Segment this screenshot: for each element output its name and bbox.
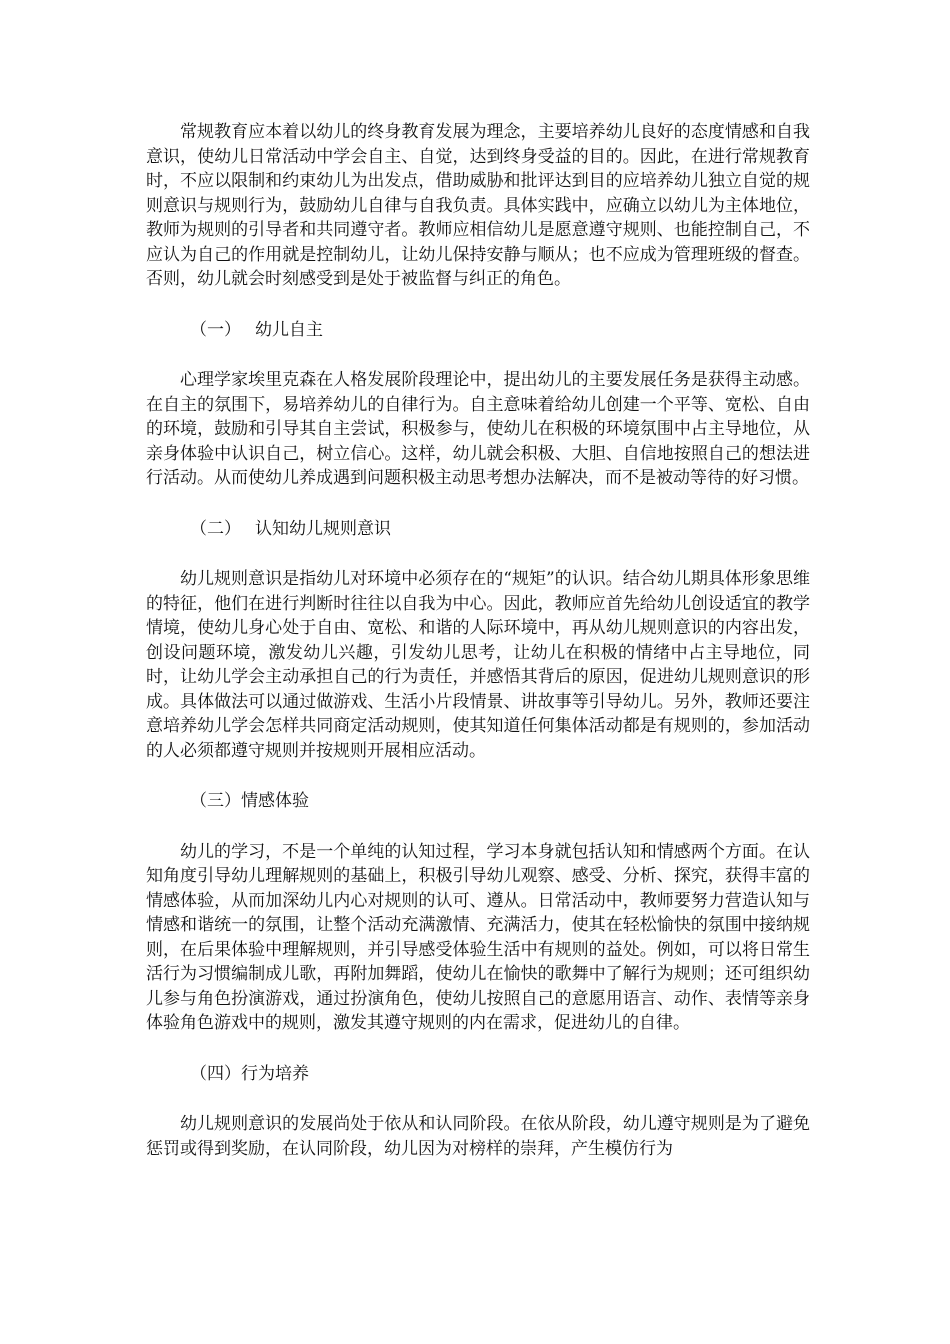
section-number: （三） [190,791,241,811]
section-heading-1 [146,318,810,343]
section-number: （二） [190,518,241,539]
section-number: （一） [190,319,241,340]
document-body [146,120,810,1187]
section-title: 幼儿自主 [255,319,323,340]
section-number: （四） [190,1063,241,1084]
section-heading-2 [146,517,810,542]
intro-paragraph: 常规教育应本着以幼儿的终身教育发展为理念，主要培养幼儿良好的态度情感和自我意识，使幼儿日常活动中学会自主、自觉，达到终身受益的目的。因此，在进行常规教育时，不应以限制和约束幼儿为出发点，借助威胁和批评达到目的应培养幼儿独立自觉的规则意识与规则行为，鼓励幼儿自律与自我负责。具体实践中，应确立以幼儿为主体地位，教师为规则的引导者和共同遵守者。教师应相信幼儿是愿意遵守规则、也能控制自己，不应认为自己的作用就是控制幼儿，让幼儿保持安静与顺从；也不应成为管理班级的督查。否则，幼儿就会时刻感受到是处于被监督与纠正的角色。 [146,122,810,289]
section-3-paragraph: 幼儿的学习，不是一个单纯的认知过程，学习本身就包括认知和情感两个方面。在认知角度引导幼儿理解规则的基础上，积极引导幼儿观察、感受、分析、探究，获得丰富的情感体验，从而加深幼儿内心对规则的认可、遵从。日常活动中，教师要努力营造认知与情感和谐统一的氛围，让整个活动充满激情、充满活力，使其在轻松愉快的氛围中接纳规则，在后果体验中理解规则，并引导感受体验生活中有规则的益处。例如，可以将日常生活行为习惯编制成儿歌，再附加舞蹈，使幼儿在愉快的歌舞中了解行为规则；还可组织幼儿参与角色扮演游戏，通过扮演角色，使幼儿按照自己的意愿用语言、动作、表情等亲身体验角色游戏中的规则，激发其遵守规则的内在需求，促进幼儿的自律。 [146,841,810,1033]
section-title: 情感体验 [241,791,309,811]
section-4-paragraph: 幼儿规则意识的发展尚处于依从和认同阶段。在依从阶段，幼儿遵守规则是为了避免惩罚或得到奖励，在认同阶段，幼儿因为对榜样的崇拜，产生模仿行为 [146,1114,810,1159]
section-title: 行为培养 [241,1063,309,1084]
section-1-paragraph: 心理学家埃里克森在人格发展阶段理论中，提出幼儿的主要发展任务是获得主动感。在自主的氛围下，易培养幼儿的自律行为。自主意味着给幼儿创建一个平等、宽松、自由的环境，鼓励和引导其自主尝试，积极参与，使幼儿在积极的环境氛围中占主导地位，从亲身体验中认识自己，树立信心。这样，幼儿就会积极、大胆、自信地按照自己的想法进行活动。从而使幼儿养成遇到问题积极主动思考想办法解决，而不是被动等待的好习惯。 [146,370,810,488]
section-heading-4 [146,1062,810,1087]
section-2-paragraph: 幼儿规则意识是指幼儿对环境中必须存在的“规矩”的认识。结合幼儿期具体形象思维的特征，他们在进行判断时往往以自我为中心。因此，教师应首先给幼儿创设适宜的教学情境，使幼儿身心处于自由、宽松、和谐的人际环境中，再从幼儿规则意识的内容出发，创设问题环境，激发幼儿兴趣，引发幼儿思考，让幼儿在积极的情绪中占主导地位，同时，让幼儿学会主动承担自己的行为责任，并感悟其背后的原因，促进幼儿规则意识的形成。具体做法可以通过做游戏、生活小片段情景、讲故事等引导幼儿。另外，教师还要注意培养幼儿学会怎样共同商定活动规则，使其知道任何集体活动都是有规则的，参加活动的人必须都遵守规则并按规则开展相应活动。 [146,569,810,761]
section-title: 认知幼儿规则意识 [255,518,391,539]
section-heading-3 [146,789,810,814]
